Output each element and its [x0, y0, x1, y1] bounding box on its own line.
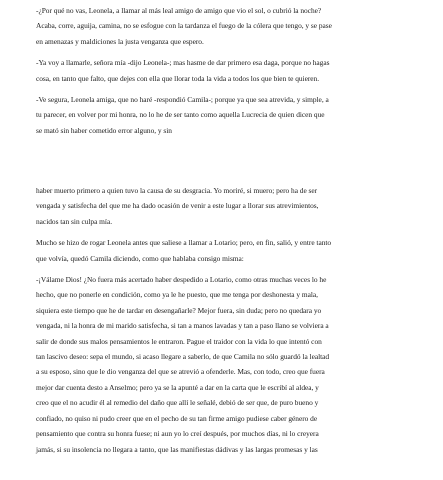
- paragraph: -¿Por qué no vas, Leonela, a llamar al más leal amigo de amigo que vio el sol, o cubrió la noche? Acaba, corre, aguija, camina, no se esfogue con la tardanza el fuego de la cólera que tengo, y se pase en amenazas y maldiciones la justa venganza que espero.: [36, 6, 332, 46]
- paragraph: -Ya voy a llamarle, señora mía -dijo Leonela-; mas hasme de dar primero esa daga, porque no hagas cosa, en tanto que falto, que dejes con ella que llorar toda la vida a todos los que bien te quieren.: [36, 58, 330, 83]
- paragraph: -¡Válame Dios! ¿No fuera más acertado haber despedido a Lotario, como otras muchas veces lo he hecho, que no ponerle en condición, como ya le he puesto, que me tenga por deshonesta y mala, siquiera este tiempo que he de tardar en desengañarle? Mejor fuera, sin duda; pero no quedara yo vengada, ni la honra de mi marido satisfecha, si tan a manos lavadas y tan a paso llano se volviera a salir de donde sus malos pensamientos le entraron. Pague el traidor con la vida lo que intentó con tan lascivo deseo: sepa el mundo, si acaso llegare a saberlo, de que Camila no sólo guardó la lealtad a su esposo, sino que le dio venganza del que se atrevió a ofenderle. Mas, con todo, creo que fuera mejor dar cuenta desto a Anselmo; pero ya se la apunté a dar en la carta que le escribí al aldea, y creo que el no acudir él al remedio del daño que allí le señalé, debió de ser que, de puro bueno y confiado, no quiso ni pudo creer que en el pecho de su tan firme amigo pudiese caber género de pensamiento que contra su honra fuese; ni aun yo lo creí después, por muchos días, ni lo creyera jamás, si su insolencia no llegara a tanto, que las manifiestas dádivas y las largas promesas y las: [36, 275, 330, 454]
- paragraph: haber muerto primero a quien tuvo la causa de su desgracia. Yo moriré, si muero; pero ha de ser vengada y satisfecha del que me ha dado ocasión de venir a este lugar a llorar sus atrevimientos, nacidos tan sin culpa mía.: [36, 186, 319, 226]
- paragraph: -Ve segura, Leonela amiga, que no haré -respondió Camila-; porque ya que sea atrevida, y simple, a tu parecer, en volver por mi honra, no lo he de ser tanto como aquella Lucrecia de quien dicen que se mató sin haber cometido error alguno, y sin: [36, 95, 329, 135]
- text-block-bottom: [36, 183, 421, 457]
- paragraph: Mucho se hizo de rogar Leonela antes que saliese a llamar a Lotario; pero, en fin, salió, y entre tanto que volvía, quedó Camila diciendo, como que hablaba consigo misma:: [36, 238, 332, 263]
- text-block-top: [36, 3, 421, 138]
